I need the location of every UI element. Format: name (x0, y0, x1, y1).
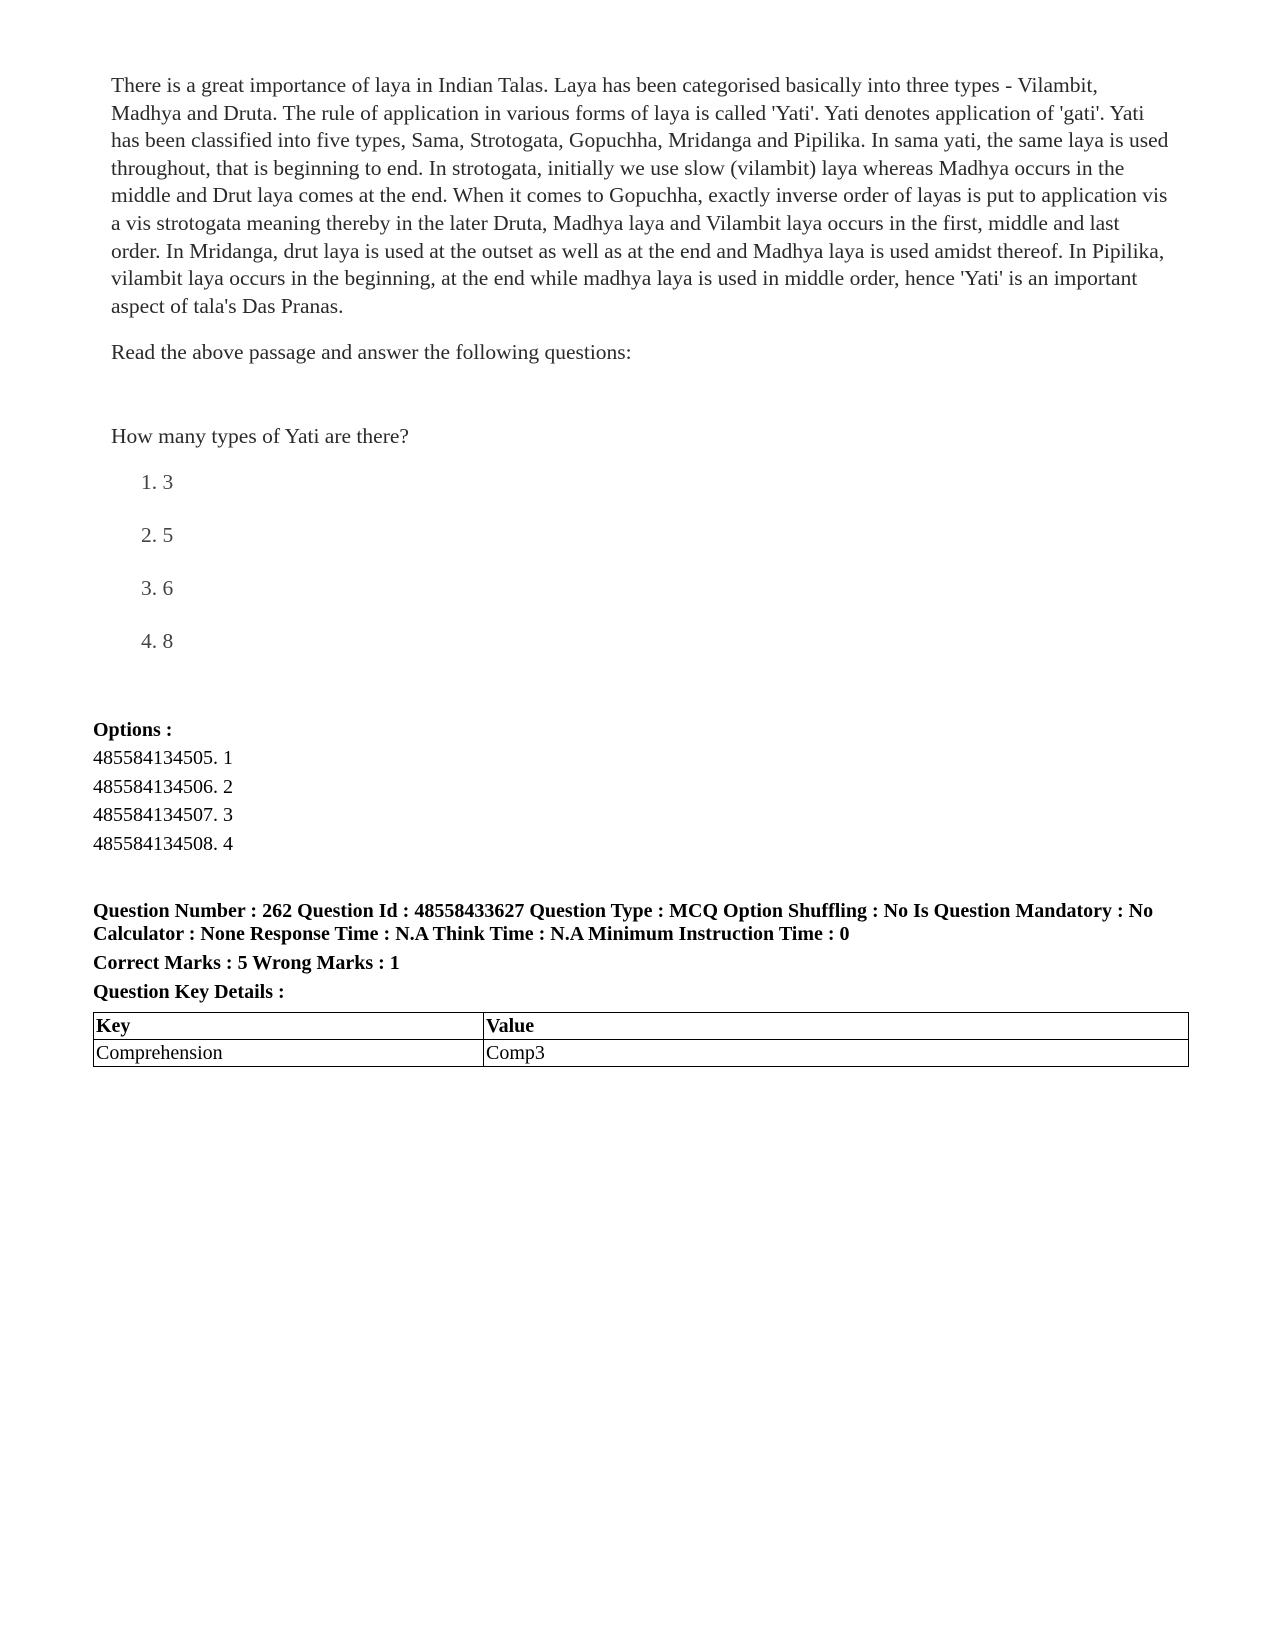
passage-text: There is a great importance of laya in Indian Talas. Laya has been categorised basically into three types - Vilambit, Madhya and Druta. The rule of application in various forms of laya is called 'Yati'. Yati denotes application of 'gati'. Yati has been classified into five types, Sama, Strotogata, Gopuchha, Mridanga and Pipilika. In sama yati, the same laya is used throughout, that is beginning to end. In strotogata, initially we use slow (vilambit) laya whereas Madhya occurs in the middle and Drut laya comes at the end. When it comes to Gopuchha, exactly inverse order of layas is put to application vis a vis strotogata meaning thereby in the later Druta, Madhya laya and Vilambit laya occurs in the first, middle and last order. In Mridanga, drut laya is used at the outset as well as at the end and Madhya laya is used amidst thereof. In Pipilika, vilambit laya occurs in the beginning, at the end while madhya laya is used in middle order, hence 'Yati' is an important aspect of tala's Das Pranas. (111, 73, 1169, 318)
choice-item: 3. 6 (141, 575, 174, 600)
choice-list (111, 469, 1171, 655)
option-id-row: 485584134507. 3 (93, 804, 233, 826)
table-cell-key: Comprehension (94, 1040, 484, 1067)
question-details (93, 900, 1193, 1010)
table-row (94, 1040, 1189, 1067)
choice-item: 2. 5 (141, 522, 174, 547)
question-meta-line: Question Number : 262 Question Id : 48558433627 Question Type : MCQ Option Shuffling : No Is Question Mandatory : No Calculator : None Response Time : N.A Think Time : N.A Minimum Instruction Time : 0 (93, 900, 1154, 945)
choice-item: 1. 3 (141, 469, 174, 494)
options-heading: Options : (93, 719, 173, 741)
question-image (111, 72, 1171, 681)
table-header-row (94, 1013, 1189, 1040)
marks-line: Correct Marks : 5 Wrong Marks : 1 (93, 952, 400, 974)
table-header-key: Key (94, 1013, 484, 1040)
option-id-row: 485584134506. 2 (93, 775, 233, 798)
option-id-row: 485584134508. 4 (93, 832, 233, 855)
option-id-row: 485584134505. 1 (93, 747, 233, 769)
question-text: How many types of Yati are there? (111, 423, 409, 448)
choice-item: 4. 8 (141, 628, 174, 653)
table-header-value: Value (484, 1013, 1189, 1040)
key-details-heading: Question Key Details : (93, 981, 285, 1003)
key-details-table (93, 1012, 1189, 1067)
options-block (93, 716, 1193, 858)
table-cell-value: Comp3 (484, 1040, 1189, 1067)
instruction-text: Read the above passage and answer the following questions: (111, 340, 632, 365)
